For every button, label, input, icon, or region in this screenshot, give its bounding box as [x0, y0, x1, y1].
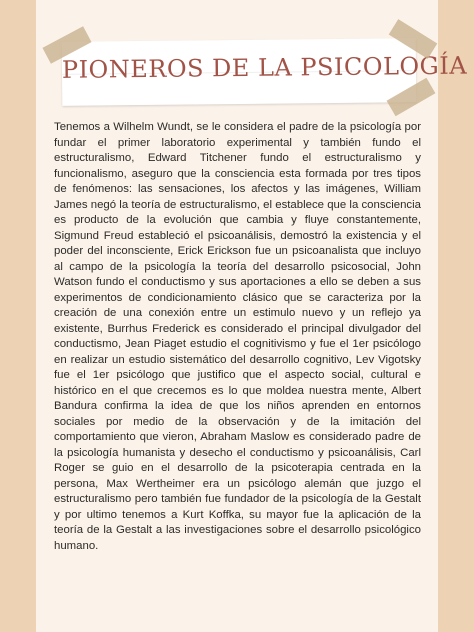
title-banner — [61, 38, 468, 106]
page-title: PIONEROS DE LA PSICOLOGÍA — [61, 51, 468, 84]
body-paragraph: Tenemos a Wilhelm Wundt, se le considera el padre de la psicología por fundar el primer laboratorio experimental y también fundo el estructuralismo, Edward Titchener fundo el estructuralismo y funcionalismo, aseguro que la consciencia esta formada por tres tipos de fenómenos: las sensaciones, los afectos y las imágenes, William James negó la teoría de estructuralismo, el establece que la consciencia es producto de la evolución que cambia y fluye constantemente, Sigmund Freud estableció el psicoanálisis, demostró la existencia y el poder del inconsciente, Erick Erickson fue un psicoanalista que incluyo al campo de la psicología la teoría del desarrollo psicosocial, John Watson fundo el conductismo y sus aportaciones a ello se deben a sus experimentos de condicionamiento clásico que se caracteriza por la creación de una conexión entre un estimulo nuevo y un reflejo ya existente, Burrhus Frederick es considerado el principal divulgador del conductismo, Jean Piaget estudio el cognitivismo y fue el 1er psicólogo en realizar un estudio sistemático del desarrollo cognitivo, Lev Vigotsky fue el 1er psicólogo que justifico que el aspecto social, cultural e histórico en el que crecemos es lo que moldea nuestra mente, Albert Bandura confirma la idea de que los niños aprenden en entornos sociales por medio de la observación y de la imitación del comportamiento que vieron, Abraham Maslow es considerado padre de la psicología humanista y desecho el conductismo y psicoanálisis, Carl Roger se guio en el desarrollo de la psicoterapia centrada en la persona, Max Wertheimer era un psicólogo alemán que juzgo el estructuralismo pero también fue fundador de la psicología de la Gestalt y por ultimo tenemos a Kurt Koffka, su mayor fue la aplicación de la teoría de la Gestalt a las investigaciones sobre el desarrollo psicológico humano. — [54, 121, 421, 552]
